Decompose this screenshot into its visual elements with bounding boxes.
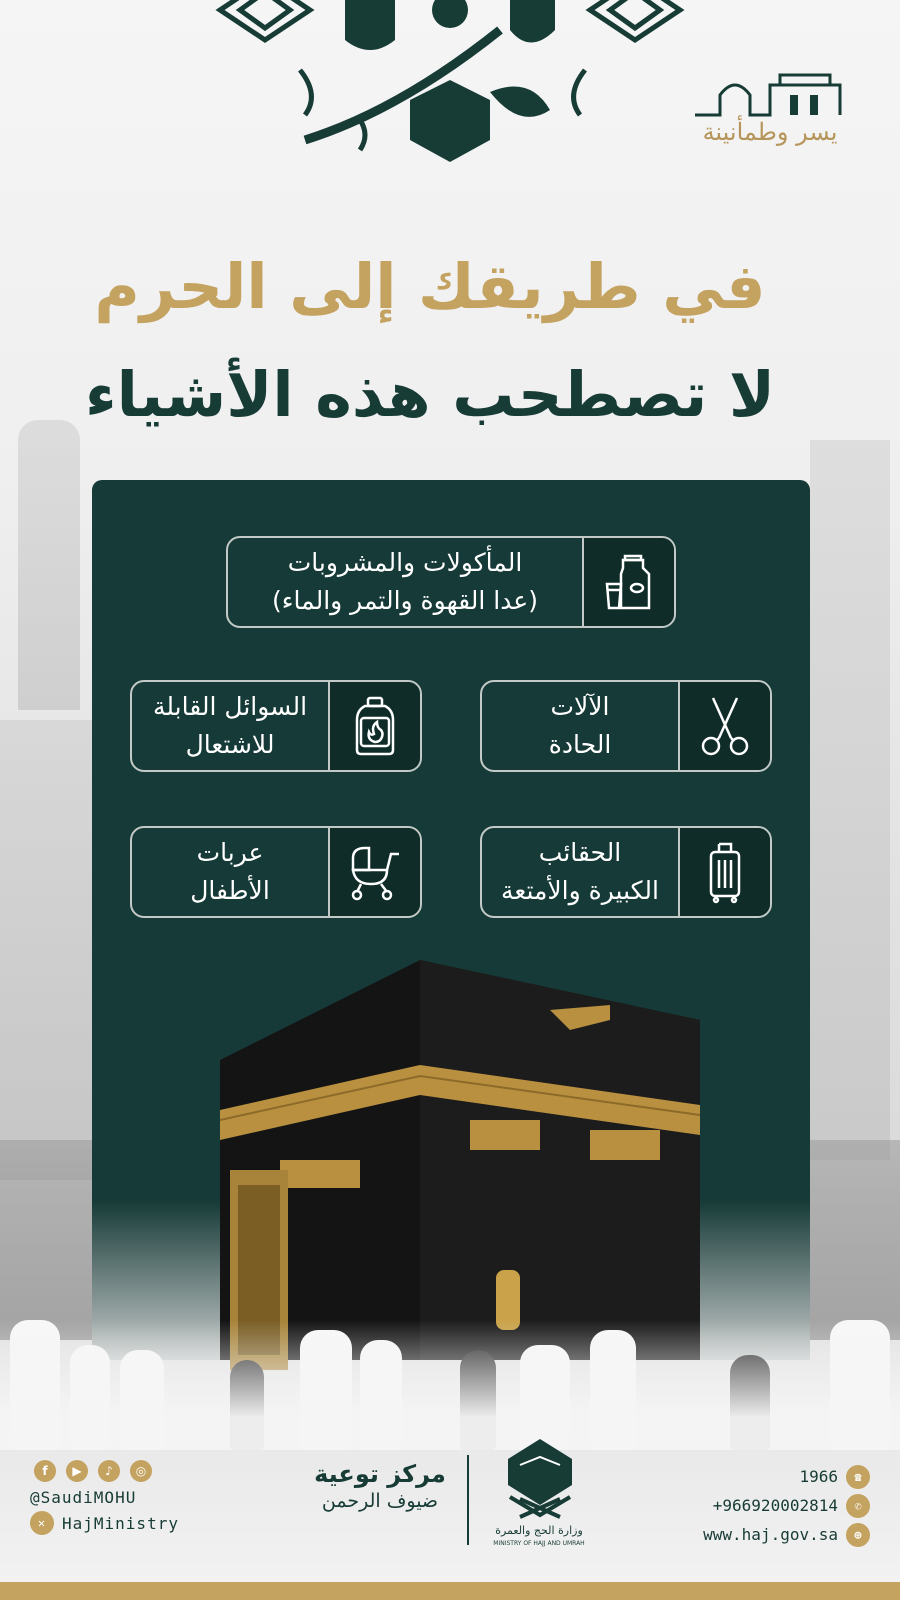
- item-label-line2: الحادة: [548, 730, 612, 759]
- item-label-line2: الكبيرة والأمتعة: [501, 876, 659, 905]
- item-large-bags: [480, 826, 772, 918]
- x-handle-row[interactable]: [30, 1511, 260, 1535]
- top-ornament-logo: [210, 0, 690, 180]
- headline-line1: في طريقك إلى الحرم: [94, 250, 766, 323]
- awareness-center-title: [305, 1460, 455, 1512]
- footer-contacts: [630, 1462, 870, 1549]
- item-label-line2: (عدا القهوة والتمر والماء): [272, 586, 538, 615]
- center-title: مركز توعية: [314, 1460, 446, 1488]
- facebook-icon[interactable]: f: [34, 1460, 56, 1482]
- contact-phone-long[interactable]: [630, 1491, 870, 1520]
- ministry-name-ar: وزارة الحج والعمرة: [495, 1524, 583, 1537]
- item-sharp-tools: [480, 680, 772, 772]
- ministry-name-en: MINISTRY OF HAJJ AND UMRAH: [493, 1540, 585, 1547]
- item-label-line1: الآلات: [550, 692, 610, 721]
- ministry-logo: [480, 1435, 600, 1555]
- item-flammable-liquids: [130, 680, 422, 772]
- item-label-line1: عربات: [196, 838, 264, 867]
- phone-short-text: 1966: [799, 1467, 838, 1486]
- stroller-icon: [328, 828, 420, 916]
- suitcase-icon: [678, 828, 770, 916]
- youtube-icon[interactable]: ▶: [66, 1460, 88, 1482]
- footer-divider: [467, 1455, 469, 1545]
- flammable-icon: [328, 682, 420, 770]
- headline-line2: لا تصطحب هذه الأشياء: [84, 358, 776, 431]
- food-drink-icon: [582, 538, 674, 626]
- website-text: www.haj.gov.sa: [703, 1525, 838, 1544]
- clock-tower-silhouette: [18, 420, 80, 710]
- mosque-outline-icon: [690, 70, 850, 120]
- x-icon: ✕: [30, 1511, 54, 1535]
- social-handle[interactable]: @SaudiMOHU: [30, 1488, 137, 1507]
- item-food-drinks: [226, 536, 676, 628]
- globe-icon: ⊕: [846, 1523, 870, 1547]
- social-icons-row: [34, 1460, 260, 1482]
- call-icon: ✆: [846, 1494, 870, 1518]
- phone-long-text: +966920002814: [712, 1496, 838, 1515]
- item-label-line1: السوائل القابلة: [152, 692, 308, 721]
- tiktok-icon[interactable]: ♪: [98, 1460, 120, 1482]
- building-silhouette-left: [0, 720, 95, 1180]
- item-baby-strollers: [130, 826, 422, 918]
- footer-social: [30, 1460, 260, 1535]
- item-label-line2: للاشتعال: [185, 730, 275, 759]
- item-label-line1: المأكولات والمشروبات: [287, 548, 523, 577]
- brand-slogan: يسر وطمأنينة: [702, 118, 838, 146]
- crowd-fade: [0, 1320, 900, 1450]
- center-subtitle: ضيوف الرحمن: [321, 1490, 439, 1512]
- kaaba-image: [220, 960, 700, 1380]
- contact-website[interactable]: [630, 1520, 870, 1549]
- bottom-accent-bar: [0, 1582, 900, 1600]
- item-label-line1: الحقائب: [538, 838, 622, 867]
- instagram-icon[interactable]: ◎: [130, 1460, 152, 1482]
- phone-icon: ☎: [846, 1465, 870, 1489]
- brand-logo: [690, 70, 850, 170]
- item-label-line2: الأطفال: [190, 876, 270, 905]
- scissors-icon: [678, 682, 770, 770]
- x-handle: HajMinistry: [62, 1513, 179, 1533]
- contact-phone-short[interactable]: [630, 1462, 870, 1491]
- building-silhouette-right: [810, 440, 890, 1160]
